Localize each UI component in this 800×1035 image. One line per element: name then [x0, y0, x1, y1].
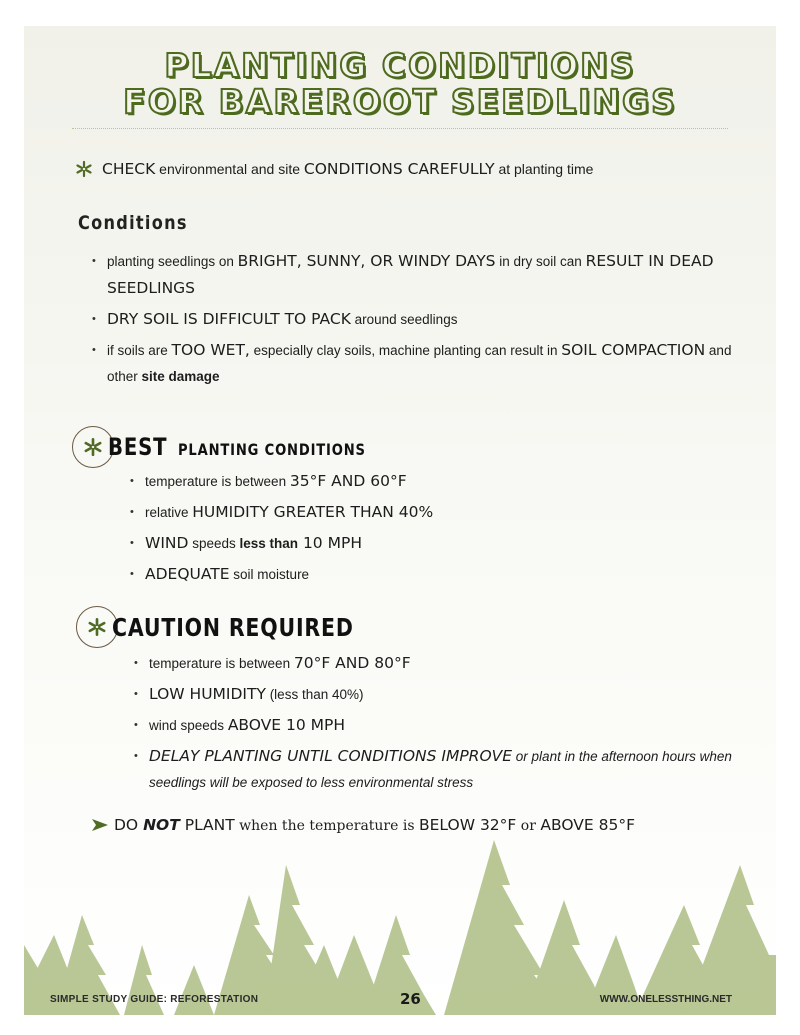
text-run: soil moisture: [229, 567, 310, 582]
text-run: in dry soil can: [495, 254, 586, 269]
list-item-text: [107, 254, 714, 296]
page-title: [24, 48, 776, 120]
asterisk-flower-icon: [86, 616, 108, 638]
text-run: wind speeds: [149, 718, 228, 733]
check-conditions-line: [74, 159, 593, 179]
best-heading-big: BEST: [108, 433, 168, 461]
page-number: 26: [400, 990, 421, 1008]
list-item: [130, 530, 630, 557]
text-run: LOW HUMIDITY: [149, 685, 266, 703]
footer-website-link[interactable]: WWW.ONELESSTHING.NET: [599, 994, 732, 1005]
text-run: speeds: [188, 536, 240, 551]
text-run: less than: [239, 536, 299, 551]
text-run: CHECK: [102, 160, 156, 178]
text-run: BRIGHT, SUNNY, OR WINDY DAYS: [237, 252, 496, 270]
page-title-line-1: PLANTING CONDITIONS: [164, 46, 636, 85]
text-run: DO: [114, 816, 144, 834]
list-item: [134, 743, 734, 796]
text-run: DRY SOIL IS DIFFICULT TO PACK: [107, 310, 351, 328]
caution-list: [134, 650, 734, 800]
text-run: BELOW 32°F: [418, 816, 517, 834]
text-run: at planting time: [494, 161, 594, 177]
text-run: or: [516, 818, 541, 834]
dotted-divider: [72, 128, 728, 129]
text-run: (less than 40%): [265, 687, 364, 702]
text-run: CONDITIONS CAREFULLY: [303, 160, 495, 178]
best-conditions-list: [130, 468, 630, 592]
list-item-text: [145, 505, 433, 520]
text-run: 10 MPH: [298, 534, 362, 552]
text-run: 70°F AND 80°F: [293, 654, 411, 672]
document-page: [24, 26, 776, 1015]
text-run: WIND: [145, 534, 189, 552]
text-run: when the temperature is: [234, 818, 419, 834]
text-run: if soils are: [107, 343, 172, 358]
text-run: DELAY PLANTING UNTIL CONDITIONS IMPROVE: [149, 747, 513, 765]
check-text: [102, 160, 593, 178]
list-item-text: [107, 312, 457, 327]
list-item: [92, 337, 732, 390]
text-run: 35°F AND 60°F: [289, 472, 407, 490]
asterisk-flower-icon: [82, 436, 104, 458]
text-run: SOIL COMPACTION: [561, 341, 706, 359]
text-run: environmental and site: [155, 161, 304, 177]
text-run: TOO WET,: [171, 341, 250, 359]
list-item: [92, 248, 732, 302]
list-item: [130, 499, 630, 526]
text-run: or plant in the afternoon hours when seedlings will be exposed to less environmental stress: [149, 749, 732, 790]
conditions-list: [92, 248, 732, 394]
text-run: temperature is between: [149, 656, 294, 671]
text-run: ADEQUATE: [145, 565, 230, 583]
page-title-line-2: FOR BAREROOT SEEDLINGS: [123, 82, 677, 121]
list-item-text: [149, 749, 732, 790]
best-conditions-heading: [72, 426, 407, 468]
text-run: temperature is between: [145, 474, 290, 489]
list-item-text: [149, 687, 363, 702]
list-item: [134, 681, 734, 708]
conditions-heading: Conditions: [78, 212, 188, 234]
list-item: [92, 306, 732, 333]
list-item: [130, 561, 630, 588]
text-run: PLANT: [179, 816, 235, 834]
caution-heading-text: CAUTION REQUIRED: [112, 612, 354, 642]
list-item-text: [145, 536, 362, 551]
asterisk-flower-icon: [74, 159, 94, 179]
text-run: planting seedlings on: [107, 254, 238, 269]
text-run: and other: [107, 343, 732, 384]
text-run: NOT: [143, 816, 180, 834]
text-run: site damage: [141, 369, 220, 384]
list-item-text: [145, 474, 407, 489]
caution-required-heading: [76, 606, 407, 648]
list-item: [130, 468, 630, 495]
footer-guide-title: SIMPLE STUDY GUIDE: REFORESTATION: [50, 994, 259, 1005]
list-item-text: [149, 718, 345, 733]
list-item-text: [145, 567, 309, 582]
list-item-text: [107, 343, 731, 384]
text-run: RESULT IN DEAD SEEDLINGS: [107, 252, 714, 297]
text-run: ABOVE 85°F: [540, 816, 635, 834]
list-item: [134, 712, 734, 739]
page-footer: [24, 985, 776, 1015]
text-run: HUMIDITY GREATER THAN 40%: [192, 503, 434, 521]
list-item-text: [149, 656, 411, 671]
text-run: ABOVE 10 MPH: [227, 716, 346, 734]
text-run: relative: [145, 505, 193, 520]
best-heading-small: PLANTING CONDITIONS: [178, 439, 367, 459]
text-run: around seedlings: [350, 312, 458, 327]
list-item: [134, 650, 734, 677]
text-run: especially clay soils, machine planting can result in: [249, 343, 562, 358]
